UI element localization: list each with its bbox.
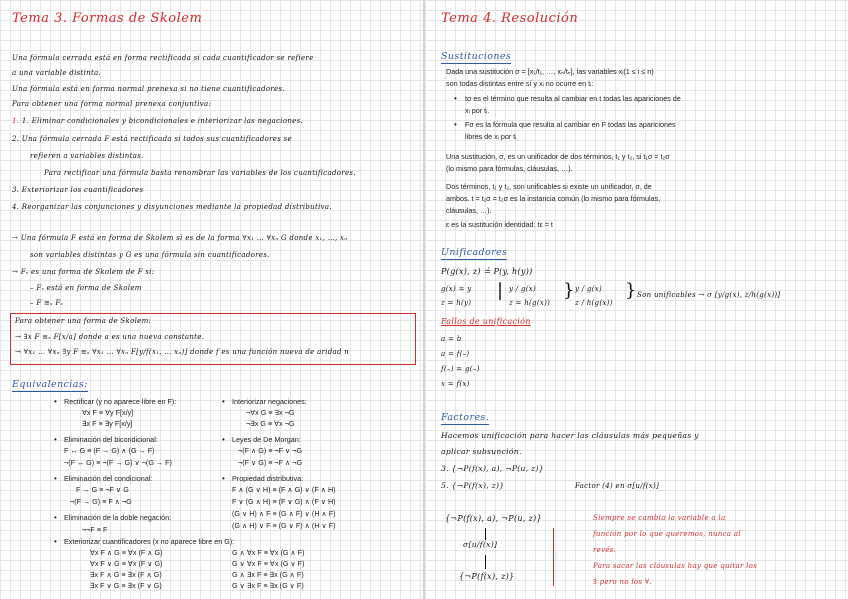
substitution-def-2: son todas distintas entre sí y xᵢ no ocurre en tᵢ: [446, 79, 594, 88]
conditional-heading: Eliminación del condicional: [64, 474, 153, 483]
derivation-substitution: σ[u/f(x)] [463, 540, 498, 549]
derivation-clause-top: {¬P(f(x), a), ¬P(u, z)} [445, 514, 542, 523]
unifiers-title: Unificadores [441, 247, 508, 258]
bullet: • [454, 94, 457, 103]
unify-step-2b: z / h(g(x)) [575, 299, 613, 307]
double-negation-heading: Eliminación de la doble negación: [64, 513, 172, 522]
skolem-form-of-f: → Fₛ es una forma de Skolem de F si: [12, 268, 155, 276]
bullet: • [222, 397, 225, 406]
externalize-heading: Exteriorizar cuantificadores (x no aparece libre en G): [64, 537, 235, 546]
externalize-right-2: G ∨ ∀x F ≡ ∀x (G ∨ F) [232, 559, 305, 568]
rectify-forall: ∀x F ≡ ∀y F[x/y] [82, 408, 134, 417]
step-4: 4. Reorganizar las conjunciones y disyunciones mediante la propiedad distributiva. [12, 203, 332, 211]
biconditional-heading: Eliminación del bicondicional: [64, 435, 158, 444]
annotation-marker [553, 528, 554, 586]
externalize-left-1: ∀x F ∧ G ≡ ∀x (F ∧ G) [90, 548, 163, 557]
unifier-def-1: Una sustitución, σ, es un unificador de dos términos, t₁ y t₂, si t₁σ = t₂σ [446, 152, 670, 161]
rectify-heading: Rectificar (y no aparece libre en F): [64, 397, 177, 406]
prenex-conjunctive-intro: Para obtener una forma normal prenexa conjuntiva: [12, 100, 212, 108]
bullet: • [54, 537, 57, 546]
skolem-rule-exists: → ∃x F ≡ₛ F[x/a] donde a es una nueva constante. [15, 333, 205, 341]
step-2-cont: refieren a variables distintas. [30, 152, 144, 160]
bullet: • [454, 120, 457, 129]
unify-step-1a: y / g(x) [509, 285, 537, 293]
skolem-procedure-title: Para obtener una forma de Skolem: [15, 317, 152, 325]
failure-2: a = f(–) [441, 350, 470, 358]
step-2-note: Para rectificar una fórmula basta renombrar las variables de los cuantificadores. [44, 169, 356, 177]
derivation-line [485, 555, 486, 569]
rectified-definition-cont: a una variable distinta. [12, 69, 102, 77]
annotation-line-2: función por lo que queremos, nunca al [593, 530, 741, 538]
distributive-1: F ∧ (G ∨ H) ≡ (F ∧ G) ∨ (F ∧ H) [232, 485, 336, 494]
prenex-definition: Una fórmula está en forma normal prenexa si no tiene cuantificadores. [12, 85, 285, 93]
substitution-def-1: Dada una sustitución σ = [x₁/t₁, …, xₙ/tₙ], las variables xᵢ(1 ≤ i ≤ n) [446, 67, 654, 76]
interior-negation-heading: Interiorizar negaciones: [232, 397, 307, 406]
identity-substitution: ε es la sustitución identidad: tε = t [446, 220, 553, 229]
distributive-3: (G ∨ H) ∧ F ≡ (G ∧ F) ∨ (H ∧ F) [232, 509, 336, 518]
rectify-exists: ∃x F ≡ ∃y F[x/y] [82, 419, 133, 428]
annotation-line-1: Siempre se cambia la variable a la [593, 514, 726, 522]
skolem-condition-1: – Fₛ está en forma de Skolem [30, 284, 142, 292]
term-substitution-2: xᵢ por tᵢ. [465, 106, 490, 115]
factors-intro: Hacemos unificación para hacer las cláusulas más pequeñas y [441, 431, 699, 440]
unify-eq-2: z = h(y) [441, 299, 472, 307]
term-substitution-1: tσ es el término que resulta al cambiar en t todas las apariciones de [465, 94, 681, 103]
failure-1: a = b [441, 335, 462, 343]
skolem-condition-2: – F ≡ₛ Fₛ [30, 299, 64, 307]
unifiable-def-2: ambos. t = t₁σ = t₂σ es la instancia común (lo mismo para fórmulas, [446, 194, 661, 203]
brace: | [497, 280, 504, 301]
unify-step-1b: z = h(g(x)) [509, 299, 551, 307]
unifier-def-2: (lo mismo para fórmulas, cláusulas, …). [446, 164, 573, 173]
externalize-left-4: ∃x F ∨ G ≡ ∃x (F ∨ G) [90, 581, 162, 590]
step-2 [12, 135, 292, 143]
unifiable-def-1: Dos términos, t₁ y t₂, son unificables si existe un unificador, σ, de [446, 182, 652, 191]
bullet: • [54, 435, 57, 444]
de-morgan-2: ¬(F ∨ G) ≡ ¬F ∧ ¬G [238, 458, 303, 467]
brace: } [563, 280, 575, 301]
brace: } [625, 280, 637, 301]
page-title-resolution: Tema 4. Resolución [441, 11, 579, 26]
failure-3: f(–) = g(–) [441, 365, 480, 373]
unification-failures-title: Fallos de unificación [441, 317, 531, 326]
bullet: • [222, 474, 225, 483]
unify-eq-1: g(x) = y [441, 285, 472, 293]
factors-title: Factores. [441, 412, 490, 423]
annotation-line-3: revés. [593, 546, 617, 554]
step-3: 3. Exteriorizar los cuantificadores [12, 186, 144, 194]
clause-5: 5. {¬P(f(x), z)} [441, 481, 505, 490]
step-1: 1. 1. Eliminar condicionales y bicondicionales e interiorizar las negaciones. [12, 117, 304, 125]
unify-result: Son unificables → σ [y/g(x), z/h(g(x))] [637, 291, 781, 299]
step-2-text: 2. Una fórmula cerrada F está rectificada si todos sus cuantificadores se [12, 135, 292, 143]
externalize-right-1: G ∧ ∀x F ≡ ∀x (G ∧ F) [232, 548, 305, 557]
double-negation-rule: ¬¬F ≡ F [82, 525, 108, 534]
formula-substitution-2: libres de xᵢ por tᵢ [465, 132, 517, 141]
de-morgan-heading: Leyes de De Morgan: [232, 435, 301, 444]
page-title-skolem: Tema 3. Formas de Skolem [12, 11, 203, 26]
rectified-definition: Una fórmula cerrada está en forma rectificada si cada cuantificador se refiere [12, 54, 314, 62]
unify-problem: P(g(x), z) ≟ P(y, h(y)) [441, 267, 533, 276]
skolem-rule-forall-exists: → ∀x₁ … ∀xₙ ∃y F ≡ₛ ∀x₁ … ∀xₙ F[y/f(x₁, … xₙ)] donde f es una función nueva de aridad n [15, 348, 350, 356]
equivalences-title: Equivalencias: [12, 379, 88, 390]
biconditional-rule-1: F ↔ G ≡ (F → G) ∧ (G → F) [64, 446, 155, 455]
bullet: • [54, 474, 57, 483]
distributive-2: F ∨ (G ∧ H) ≡ (F ∨ G) ∧ (F ∨ H) [232, 497, 336, 506]
annotation-line-5: ∃ pero no los ∀. [593, 578, 652, 586]
derivation-line [485, 528, 486, 540]
de-morgan-1: ¬(F ∧ G) ≡ ¬F ∨ ¬G [238, 446, 303, 455]
skolem-definition: → Una fórmula F está en forma de Skolem si es de la forma ∀x₁ … ∀xₙ G donde x₁, …, xₙ [12, 234, 348, 242]
interior-negation-1: ¬∀x G ≡ ∃x ¬G [246, 408, 295, 417]
bullet: • [54, 397, 57, 406]
biconditional-rule-2: ¬(F ↔ G) ≡ ¬(F → G) ∨ ¬(G → F) [64, 458, 172, 467]
unify-step-2a: y / g(x) [575, 285, 603, 293]
externalize-left-3: ∃x F ∧ G ≡ ∃x (F ∧ G) [90, 570, 162, 579]
substitutions-title: Sustituciones [441, 51, 512, 62]
interior-negation-2: ¬∃x G ≡ ∀x ¬G [246, 419, 295, 428]
factor-note: Factor (4) en σ[u/f(x)] [575, 482, 660, 490]
derivation-clause-bottom: {¬P(f(x), z)} [459, 572, 515, 581]
distributive-4: (G ∧ H) ∨ F ≡ (G ∨ F) ∧ (H ∨ F) [232, 521, 336, 530]
externalize-right-3: G ∧ ∃x F ≡ ∃x (G ∧ F) [232, 570, 304, 579]
skolem-definition-cont: son variables distintas y G es una fórmula sin cuantificadores. [30, 251, 270, 259]
conditional-rule-2: ¬(F → G) ≡ F ∧ ¬G [70, 497, 132, 506]
clause-3: 3. {¬P(f(x), a), ¬P(u, z)} [441, 464, 544, 473]
right-notebook-page [425, 0, 848, 599]
factors-intro-cont: aplicar subsunción. [441, 447, 522, 456]
formula-substitution-1: Fσ es la fórmula que resulta al cambiar en F todas las apariciones [465, 120, 676, 129]
externalize-left-2: ∀x F ∨ G ≡ ∀x (F ∨ G) [90, 559, 163, 568]
bullet: • [222, 435, 225, 444]
externalize-right-4: G ∨ ∃x F ≡ ∃x (G ∨ F) [232, 581, 304, 590]
annotation-line-4: Para sacar las cláusulas hay que quitar los [593, 562, 758, 570]
left-notebook-page [0, 0, 423, 599]
failure-4: x = f(x) [441, 380, 470, 388]
distributive-heading: Propiedad distributiva: [232, 474, 304, 483]
step-1-text: 1. Eliminar condicionales y bicondicionales e interiorizar las negaciones. [21, 117, 304, 125]
bullet: • [54, 513, 57, 522]
conditional-rule-1: F → G ≡ ¬F ∨ G [76, 485, 129, 494]
unifiable-def-3: cláusulas, …). [446, 206, 492, 215]
